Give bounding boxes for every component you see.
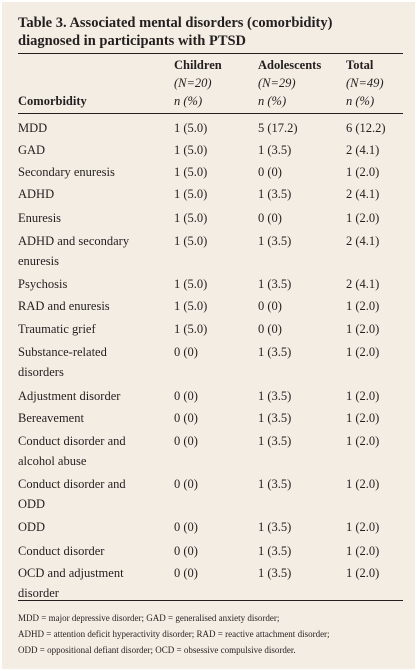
- children-value: 1 (5.0): [174, 277, 208, 291]
- children-value: 0 (0): [174, 434, 198, 448]
- children-value: 1 (5.0): [174, 187, 208, 201]
- total-value: 2 (4.1): [346, 277, 380, 291]
- header-comorbidity: Comorbidity: [18, 94, 87, 108]
- total-value: 6 (12.2): [346, 121, 386, 135]
- adolescents-value: 1 (3.5): [258, 520, 292, 534]
- total-value: 1 (2.0): [346, 477, 380, 491]
- table-panel: [2, 2, 415, 669]
- comorbidity-label-line: ODD: [18, 497, 46, 511]
- comorbidity-label-line: GAD: [18, 143, 46, 157]
- comorbidity-label-line: Substance-related: [18, 345, 107, 359]
- header-adolescents: [258, 56, 321, 110]
- comorbidity-label: [18, 162, 166, 182]
- total-value: 1 (2.0): [346, 544, 380, 558]
- top-rule: [18, 53, 403, 54]
- comorbidity-label: [18, 296, 166, 316]
- children-value: 1 (5.0): [174, 165, 208, 179]
- comorbidity-label-line: ADHD and secondary: [18, 234, 130, 248]
- adolescents-value: 1 (3.5): [258, 234, 292, 248]
- comorbidity-label-line: Psychosis: [18, 277, 68, 291]
- footnote-line: MDD = major depressive disorder; GAD = generalised anxiety disorder;: [18, 613, 280, 623]
- comorbidity-label: [18, 274, 166, 294]
- header-adolescents-name: Adolescents: [258, 58, 322, 72]
- children-value: 0 (0): [174, 411, 198, 425]
- children-value: 0 (0): [174, 477, 198, 491]
- adolescents-value: 1 (3.5): [258, 411, 292, 425]
- comorbidity-label: [18, 541, 166, 561]
- comorbidity-label-line: MDD: [18, 121, 48, 135]
- comorbidity-label-line: disorders: [18, 365, 64, 379]
- header-children-unit: n (%): [174, 94, 203, 108]
- comorbidity-label-line: Enuresis: [18, 211, 62, 225]
- header-rule: [18, 113, 403, 114]
- comorbidity-label: [18, 474, 166, 514]
- header-children-n: (N=20): [174, 76, 212, 90]
- adolescents-value: 1 (3.5): [258, 277, 292, 291]
- children-value: 1 (5.0): [174, 211, 208, 225]
- table-title-line-1: Table 3. Associated mental disorders (comorbidity): [18, 15, 333, 31]
- comorbidity-label-line: Adjustment disorder: [18, 389, 121, 403]
- comorbidity-label-line: ADHD: [18, 187, 55, 201]
- children-value: 0 (0): [174, 520, 198, 534]
- total-value: 1 (2.0): [346, 389, 380, 403]
- adolescents-value: 0 (0): [258, 211, 282, 225]
- header-total: [346, 56, 384, 110]
- total-value: 2 (4.1): [346, 234, 380, 248]
- total-value: 1 (2.0): [346, 165, 380, 179]
- comorbidity-label: [18, 563, 166, 603]
- footnotes: [18, 610, 408, 658]
- children-value: 0 (0): [174, 345, 198, 359]
- comorbidity-label: [18, 184, 166, 204]
- adolescents-value: 1 (3.5): [258, 544, 292, 558]
- total-value: 1 (2.0): [346, 345, 380, 359]
- total-value: 1 (2.0): [346, 411, 380, 425]
- header-adolescents-unit: n (%): [258, 94, 287, 108]
- total-value: 1 (2.0): [346, 520, 380, 534]
- children-value: 1 (5.0): [174, 121, 208, 135]
- adolescents-value: 0 (0): [258, 322, 282, 336]
- children-value: 0 (0): [174, 566, 198, 580]
- comorbidity-label-line: Traumatic grief: [18, 322, 96, 336]
- total-value: 1 (2.0): [346, 566, 380, 580]
- children-value: 1 (5.0): [174, 143, 208, 157]
- comorbidity-label-line: alcohol abuse: [18, 454, 87, 468]
- header-total-unit: n (%): [346, 94, 375, 108]
- header-total-n: (N=49): [346, 76, 384, 90]
- adolescents-value: 0 (0): [258, 165, 282, 179]
- comorbidity-label: [18, 118, 166, 138]
- total-value: 2 (4.1): [346, 187, 380, 201]
- adolescents-value: 1 (3.5): [258, 143, 292, 157]
- comorbidity-label-line: RAD and enuresis: [18, 299, 110, 313]
- footnote-line: ADHD = attention deficit hyperactivity disorder; RAD = reactive attachment disorder;: [18, 629, 330, 639]
- children-value: 1 (5.0): [174, 322, 208, 336]
- comorbidity-label: [18, 386, 166, 406]
- comorbidity-label-line: enuresis: [18, 254, 59, 268]
- comorbidity-label: [18, 319, 166, 339]
- comorbidity-label: [18, 342, 166, 382]
- comorbidity-label: [18, 231, 166, 271]
- adolescents-value: 1 (3.5): [258, 566, 292, 580]
- total-value: 2 (4.1): [346, 143, 380, 157]
- table-title-line-2: diagnosed in participants with PTSD: [18, 33, 247, 49]
- children-value: 0 (0): [174, 389, 198, 403]
- adolescents-value: 1 (3.5): [258, 434, 292, 448]
- comorbidity-label-line: Conduct disorder and: [18, 434, 126, 448]
- comorbidity-label: [18, 431, 166, 471]
- comorbidity-label-line: Secondary enuresis: [18, 165, 115, 179]
- adolescents-value: 1 (3.5): [258, 187, 292, 201]
- comorbidity-label-line: disorder: [18, 586, 59, 600]
- comorbidity-label-line: ODD: [18, 520, 46, 534]
- total-value: 1 (2.0): [346, 211, 380, 225]
- children-value: 0 (0): [174, 544, 198, 558]
- comorbidity-label: [18, 408, 166, 428]
- footnote-line: ODD = oppositional defiant disorder; OCD = obsessive compulsive disorder.: [18, 645, 296, 655]
- adolescents-value: 1 (3.5): [258, 477, 292, 491]
- total-value: 1 (2.0): [346, 322, 380, 336]
- comorbidity-label-line: Conduct disorder and: [18, 477, 126, 491]
- adolescents-value: 5 (17.2): [258, 121, 298, 135]
- bottom-rule: [18, 600, 403, 601]
- table-title: [18, 14, 408, 50]
- total-value: 1 (2.0): [346, 434, 380, 448]
- comorbidity-label-line: OCD and adjustment: [18, 566, 124, 580]
- adolescents-value: 0 (0): [258, 299, 282, 313]
- comorbidity-label-line: Bereavement: [18, 411, 84, 425]
- children-value: 1 (5.0): [174, 234, 208, 248]
- comorbidity-label: [18, 140, 166, 160]
- children-value: 1 (5.0): [174, 299, 208, 313]
- header-children-name: Children: [174, 58, 222, 72]
- comorbidity-label-line: Conduct disorder: [18, 544, 105, 558]
- adolescents-value: 1 (3.5): [258, 345, 292, 359]
- header-adolescents-n: (N=29): [258, 76, 296, 90]
- comorbidity-label: [18, 517, 166, 537]
- header-total-name: Total: [346, 58, 374, 72]
- comorbidity-label: [18, 208, 166, 228]
- total-value: 1 (2.0): [346, 299, 380, 313]
- header-children: [174, 56, 222, 110]
- adolescents-value: 1 (3.5): [258, 389, 292, 403]
